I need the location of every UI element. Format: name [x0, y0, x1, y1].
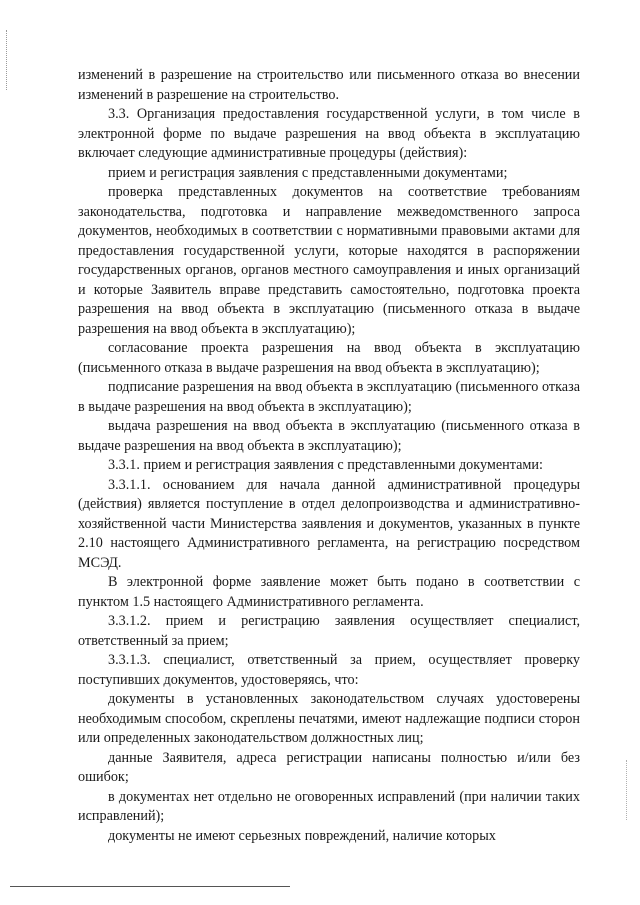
document-body [78, 66, 580, 846]
paragraph: документы в установленных законодательством случаях удостоверены необходимым способом, скреплены печатями, имеют надлежащие подписи сторон или определенных законодательством должностных лиц; [78, 691, 580, 746]
page-bottom-rule [10, 886, 290, 887]
paragraph: проверка представленных документов на соответствие требованиям законодательства, подготовка и направление межведомственного запроса документов, необходимых в соответствии с нормативными правовыми актами для предоставления государственной услуги, которые находятся в распоряжении государственных органов, органов местного самоуправления и иных организаций и которые Заявитель вправе представить самостоятельно, подготовка проекта разрешения на ввод объекта в эксплуатацию (письменного отказа в выдаче разрешения на ввод объекта в эксплуатацию); [78, 184, 580, 337]
paragraph: изменений в разрешение на строительство или письменного отказа во внесении изменений в разрешение на строительство. [78, 67, 580, 103]
paragraph: прием и регистрация заявления с представленными документами; [108, 164, 508, 181]
paragraph: 3.3.1.2. прием и регистрацию заявления осуществляет специалист, ответственный за прием; [78, 613, 580, 649]
paragraph: подписание разрешения на ввод объекта в эксплуатацию (письменного отказа в выдаче разрешения на ввод объекта в эксплуатацию); [78, 379, 580, 415]
paragraph: данные Заявителя, адреса регистрации написаны полностью и/или без ошибок; [78, 749, 580, 785]
paragraph: документы не имеют серьезных повреждений, наличие которых [108, 827, 496, 844]
paragraph: В электронной форме заявление может быть подано в соответствии с пунктом 1.5 настоящего Административного регламента. [78, 574, 580, 610]
scan-margin-mark [626, 760, 628, 820]
scan-margin-mark [6, 30, 8, 90]
paragraph: согласование проекта разрешения на ввод объекта в эксплуатацию (письменного отказа в выдаче разрешения на ввод объекта в эксплуатацию); [78, 340, 580, 376]
paragraph: 3.3.1.1. основанием для начала данной административной процедуры (действия) является поступление в отдел делопроизводства и административно-хозяйственной части Министерства заявления и документов, указанных в пункте 2.10 настоящего Административного регламента, на регистрацию посредством МСЭД. [78, 476, 580, 571]
paragraph: выдача разрешения на ввод объекта в эксплуатацию (письменного отказа в выдаче разрешения на ввод объекта в эксплуатацию); [78, 418, 580, 454]
paragraph: 3.3.1. прием и регистрация заявления с представленными документами: [108, 457, 543, 473]
paragraph: 3.3. Организация предоставления государственной услуги, в том числе в электронной форме по выдаче разрешения на ввод объекта в эксплуатацию включает следующие административные процедуры (действия): [78, 106, 580, 161]
paragraph: в документах нет отдельно не оговоренных исправлений (при наличии таких исправлений); [78, 788, 580, 824]
paragraph: 3.3.1.3. специалист, ответственный за прием, осуществляет проверку поступивших документов, удостоверяясь, что: [78, 652, 580, 688]
